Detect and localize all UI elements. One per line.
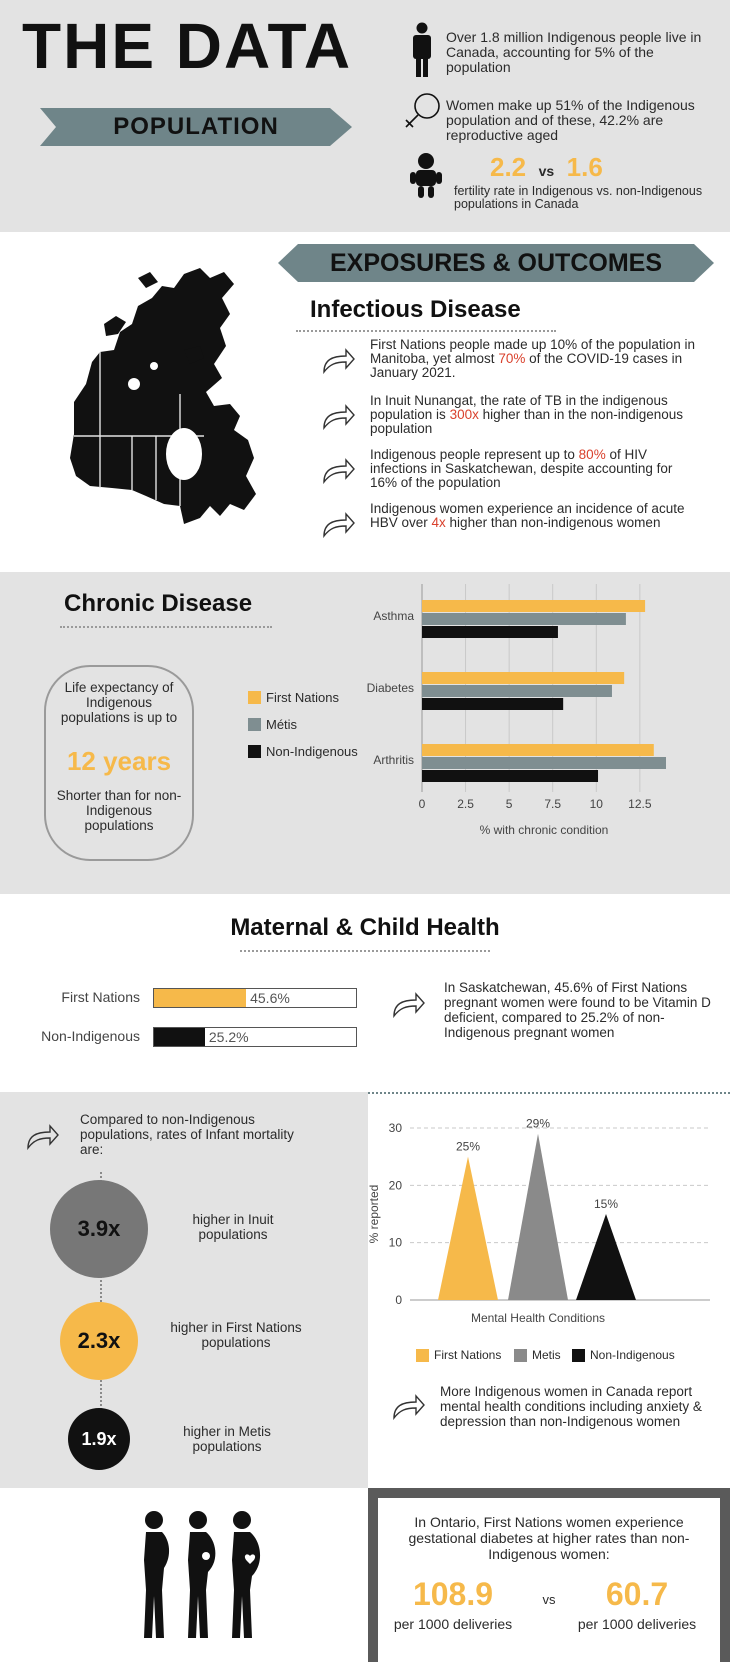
female-symbol-icon	[402, 92, 442, 132]
life-expectancy-intro: Life expectancy of Indigenous populations is up to	[60, 680, 178, 725]
infectious-item-4	[370, 502, 700, 530]
infant-inuit-value: 3.9x	[77, 1216, 121, 1241]
infectious-item-1	[370, 338, 700, 380]
chronic-bar	[422, 626, 558, 638]
mh-legend-swatch-first-nations	[416, 1349, 429, 1362]
infectious-item-4-highlight: 4x	[431, 515, 446, 530]
mh-legend-swatch-metis	[514, 1349, 527, 1362]
legend-metis: Métis	[266, 717, 298, 732]
legend-first-nations: First Nations	[266, 690, 339, 705]
vitd-bar-first-nations	[153, 988, 357, 1008]
gd-value-first-nations: 108.9	[412, 1576, 494, 1612]
infectious-item-1-text-b: of the COVID-19 cases in January 2021.	[370, 351, 683, 380]
chronic-category-label: Arthritis	[373, 753, 414, 767]
fertility-indigenous: 2.2	[490, 152, 527, 182]
mh-legend-swatch-non-indigenous	[572, 1349, 585, 1362]
fertility-caption: fertility rate in Indigenous vs. non-Indigenous populations in Canada	[454, 184, 703, 211]
pregnant-women-icon	[136, 1510, 264, 1640]
vitd-bar-fill	[154, 989, 246, 1007]
infant-metis-value: 1.9x	[81, 1428, 117, 1449]
legend-swatch-metis	[248, 718, 261, 731]
arrow-icon	[322, 512, 356, 538]
arrow-icon	[322, 404, 356, 430]
mental-health-text: More Indigenous women in Canada report mental health conditions including anxiety & depression than non-Indigenous women	[440, 1384, 702, 1429]
infectious-item-4-text-a: Indigenous women experience an incidence of acute HBV over	[370, 501, 685, 530]
population-fact-2: Women make up 51% of the Indigenous population and of these, 42.2% are reproductive aged	[446, 97, 695, 143]
mental-divider	[368, 1092, 730, 1094]
infectious-item-1-text-a: First Nations people made up 10% of the population in Manitoba, yet almost	[370, 337, 695, 366]
mh-y-tick: 10	[388, 1235, 402, 1250]
baby-icon	[410, 152, 442, 200]
chronic-bar	[422, 744, 654, 756]
infant-inuit-text: higher in Inuit populations	[192, 1212, 274, 1242]
fertility-non-indigenous: 1.6	[566, 152, 603, 182]
chronic-bar	[422, 698, 563, 710]
chronic-x-label: % with chronic condition	[479, 823, 609, 837]
infectious-item-2-highlight: 300x	[449, 407, 479, 422]
mh-legend-non-indigenous: Non-Indigenous	[590, 1348, 675, 1362]
mh-y-label: % reported	[367, 1184, 381, 1244]
infectious-item-3	[370, 448, 700, 490]
arrow-icon	[392, 992, 426, 1018]
mh-triangle-bar	[438, 1157, 498, 1300]
chronic-bar	[422, 600, 645, 612]
mh-x-label: Mental Health Conditions	[470, 1311, 606, 1325]
mh-value-label: 25%	[455, 1139, 481, 1154]
infant-first-nations-value: 2.3x	[77, 1328, 121, 1353]
mh-triangle-bar	[576, 1214, 636, 1300]
mh-legend-metis: Metis	[532, 1348, 561, 1362]
infectious-item-2-text-b: higher than in the non-indigenous population	[370, 407, 683, 436]
chronic-x-tick: 2.5	[457, 797, 474, 811]
infectious-item-4-text-b: higher than non-indigenous women	[445, 515, 661, 530]
population-fact-1: Over 1.8 million Indigenous people live in Canada, accounting for 5% of the population	[446, 29, 702, 75]
infectious-item-2-text-a: In Inuit Nunangat, the rate of TB in the indigenous population is	[370, 393, 668, 422]
page-title: THE DATA	[22, 10, 353, 82]
infectious-item-1-highlight: 70%	[498, 351, 526, 366]
chronic-bar	[422, 672, 624, 684]
life-expectancy-caption: Shorter than for non-Indigenous populations	[56, 788, 182, 833]
vitd-bar-fill	[154, 1028, 205, 1046]
fertility-numbers	[490, 152, 720, 183]
chronic-x-tick: 0	[418, 797, 426, 811]
infectious-item-2	[370, 394, 700, 436]
infant-first-nations-circle	[60, 1302, 138, 1380]
infant-metis-text: higher in Metis populations	[183, 1424, 271, 1454]
chronic-category-label: Diabetes	[366, 681, 414, 695]
chronic-bar	[422, 685, 612, 697]
chronic-disease-title: Chronic Disease	[64, 590, 253, 617]
person-icon	[410, 22, 434, 78]
vitd-value-non-indigenous: 25.2%	[208, 1029, 249, 1045]
infectious-divider	[296, 330, 556, 332]
chronic-bar	[422, 613, 626, 625]
infant-first-nations-text: higher in First Nations populations	[170, 1320, 302, 1350]
mh-y-tick: 30	[388, 1121, 402, 1135]
gd-sub-first-nations: per 1000 deliveries	[393, 1616, 513, 1632]
chronic-divider	[60, 626, 272, 628]
infant-mortality-intro: Compared to non-Indigenous populations, rates of Infant mortality are:	[80, 1112, 294, 1157]
mh-value-label: 15%	[593, 1197, 619, 1211]
infectious-item-3-highlight: 80%	[578, 447, 606, 462]
chronic-category-label: Asthma	[373, 609, 414, 623]
chronic-bar	[422, 757, 666, 769]
vitd-label-first-nations: First Nations	[61, 989, 140, 1005]
vitd-value-first-nations: 45.6%	[250, 990, 290, 1006]
chronic-x-tick: 12.5	[628, 797, 652, 811]
legend-swatch-first-nations	[248, 691, 261, 704]
chronic-x-tick: 5	[505, 797, 513, 811]
chronic-bar	[422, 770, 598, 782]
arrow-icon	[26, 1124, 60, 1150]
mh-value-label: 29%	[525, 1116, 551, 1131]
vitd-label-non-indigenous: Non-Indigenous	[41, 1028, 140, 1044]
arrow-icon	[392, 1394, 426, 1420]
gd-value-non-indigenous: 60.7	[605, 1576, 669, 1612]
mh-y-tick: 20	[388, 1178, 402, 1193]
gd-vs: vs	[542, 1592, 556, 1607]
chronic-x-tick: 10	[589, 797, 603, 811]
infectious-item-3-text-a: Indigenous people represent up to	[370, 447, 579, 462]
vitamin-d-text: In Saskatchewan, 45.6% of First Nations pregnant women were found to be Vitamin D deficient, compared to 25.2% of non-Indigenous pregnant women	[444, 980, 711, 1040]
fertility-vs: vs	[538, 163, 555, 179]
chronic-disease-chart	[366, 578, 720, 878]
infectious-item-3-text-b: of HIV infections in Saskatchewan, despite accounting for 16% of the population	[370, 447, 673, 490]
mh-y-tick: 0	[395, 1293, 402, 1307]
mh-legend-first-nations: First Nations	[434, 1348, 502, 1362]
chronic-x-tick: 7.5	[544, 797, 562, 811]
arrow-icon	[322, 348, 356, 374]
legend-swatch-non-indigenous	[248, 745, 261, 758]
maternal-child-title: Maternal & Child Health	[230, 914, 500, 941]
infant-metis-circle	[68, 1408, 130, 1470]
arrow-icon	[322, 458, 356, 484]
mental-health-chart	[367, 1100, 720, 1336]
life-expectancy-value: 12 years	[66, 746, 172, 776]
legend-non-indigenous: Non-Indigenous	[266, 744, 358, 759]
infant-inuit-circle	[50, 1180, 148, 1278]
vitd-bar-non-indigenous	[153, 1027, 357, 1047]
canada-map-icon	[34, 254, 266, 526]
population-banner: POPULATION	[113, 113, 279, 140]
exposures-banner: EXPOSURES & OUTCOMES	[330, 249, 662, 277]
mh-triangle-bar	[508, 1134, 568, 1300]
gestational-diabetes-text: In Ontario, First Nations women experience gestational diabetes at higher rates than non-Indigenous women:	[408, 1514, 690, 1562]
infectious-disease-title: Infectious Disease	[310, 296, 521, 323]
maternal-divider	[240, 950, 490, 952]
gd-sub-non-indigenous: per 1000 deliveries	[577, 1616, 697, 1632]
